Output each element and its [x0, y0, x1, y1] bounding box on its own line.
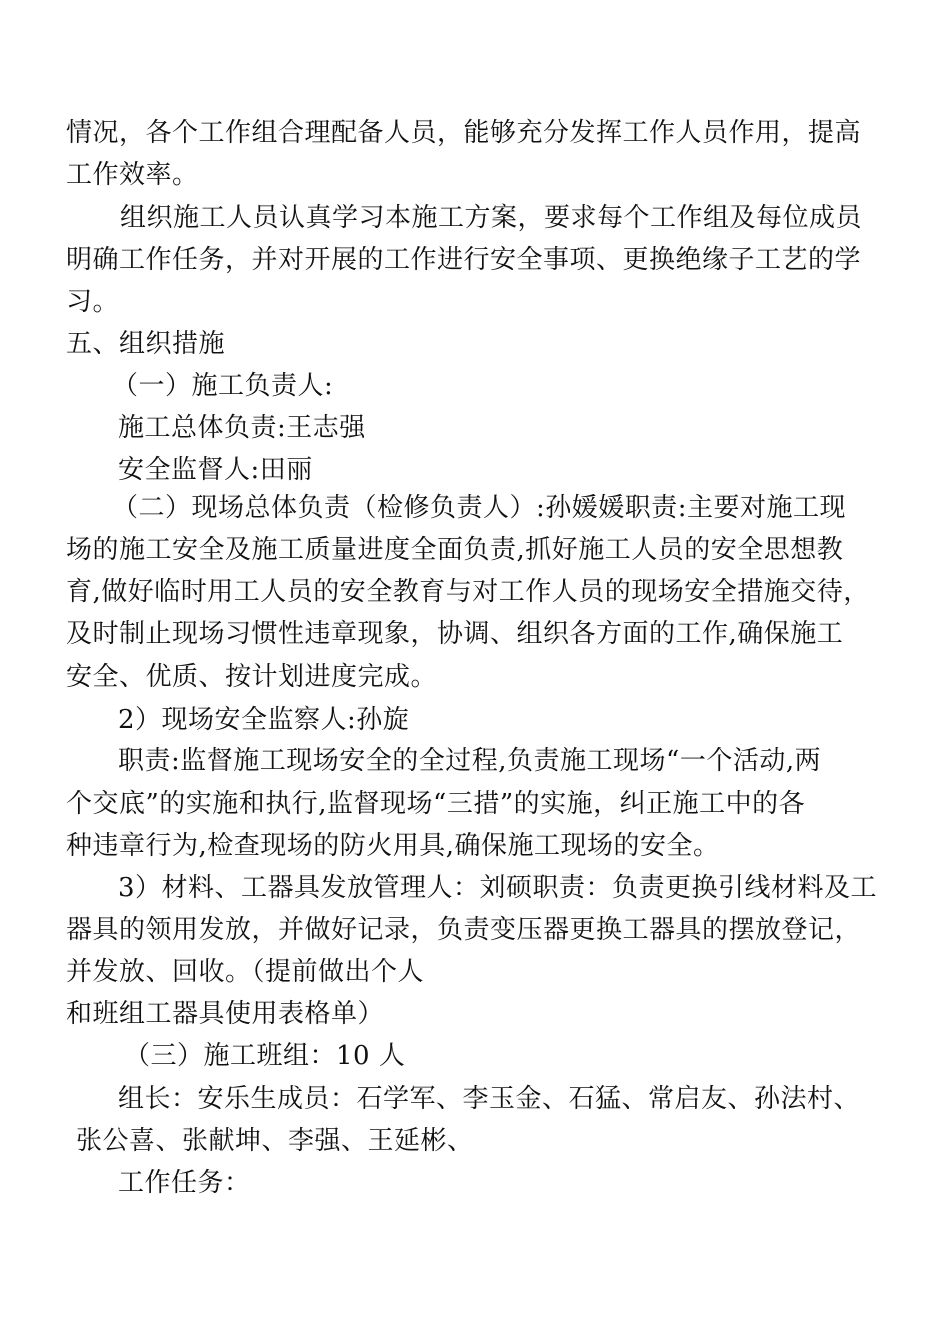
subsection-heading: （三）施工班组：10 人 [124, 1041, 406, 1071]
text-line: 张公喜、张献坤、李强、王延彬、 [76, 1126, 474, 1156]
text-line: 和班组工器具使用表格单） [66, 999, 385, 1029]
text-line: 安全监督人:田丽 [118, 455, 313, 485]
text-line: 职责:监督施工现场安全的全过程,负责施工现场“一个活动,两 [118, 746, 822, 776]
text-line: 种违章行为,检查现场的防火用具,确保施工现场的安全。 [66, 831, 720, 861]
text-line: 器具的领用发放，并做好记录，负责变压器更换工器具的摆放登记， [66, 915, 862, 945]
subsection-heading: （一）施工负责人: [112, 371, 334, 401]
text-line: 工作效率。 [66, 160, 199, 190]
text-line: 情况，各个工作组合理配备人员，能够充分发挥工作人员作用，提高 [66, 118, 862, 148]
text-line: 3）材料、工器具发放管理人：刘硕职责：负责更换引线材料及工 [118, 873, 878, 903]
text-line: 并发放、回收。（提前做出个人 [66, 957, 425, 987]
text-line: 组织施工人员认真学习本施工方案，要求每个工作组及每位成员 [120, 203, 863, 233]
text-line: 个交底”的实施和执行,监督现场“三措”的实施，纠正施工中的各 [66, 789, 806, 819]
text-line: 工作任务： [118, 1168, 251, 1198]
subsection-heading: （二）现场总体负责（检修负责人）:孙媛媛职责:主要对施工现 [112, 493, 847, 523]
text-line: 安全、优质、按计划进度完成。 [66, 662, 438, 692]
text-line: 及时制止现场习惯性违章现象，协调、组织各方面的工作,确保施工 [66, 619, 844, 649]
section-heading: 五、组织措施 [66, 329, 226, 359]
text-line: 场的施工安全及施工质量进度全面负责,抓好施工人员的安全思想教 [66, 535, 844, 565]
text-line: 施工总体负责:王志强 [118, 413, 366, 443]
text-line: 明确工作任务，并对开展的工作进行安全事项、更换绝缘子工艺的学 [66, 245, 862, 275]
text-line: 2）现场安全监察人:孙旋 [118, 705, 410, 735]
text-line: 习。 [66, 287, 120, 317]
text-line: 育,做好临时用工人员的安全教育与对工作人员的现场安全措施交待， [66, 577, 870, 607]
text-line: 组长：安乐生成员：石学军、李玉金、石猛、常启友、孙法村、 [118, 1084, 861, 1114]
